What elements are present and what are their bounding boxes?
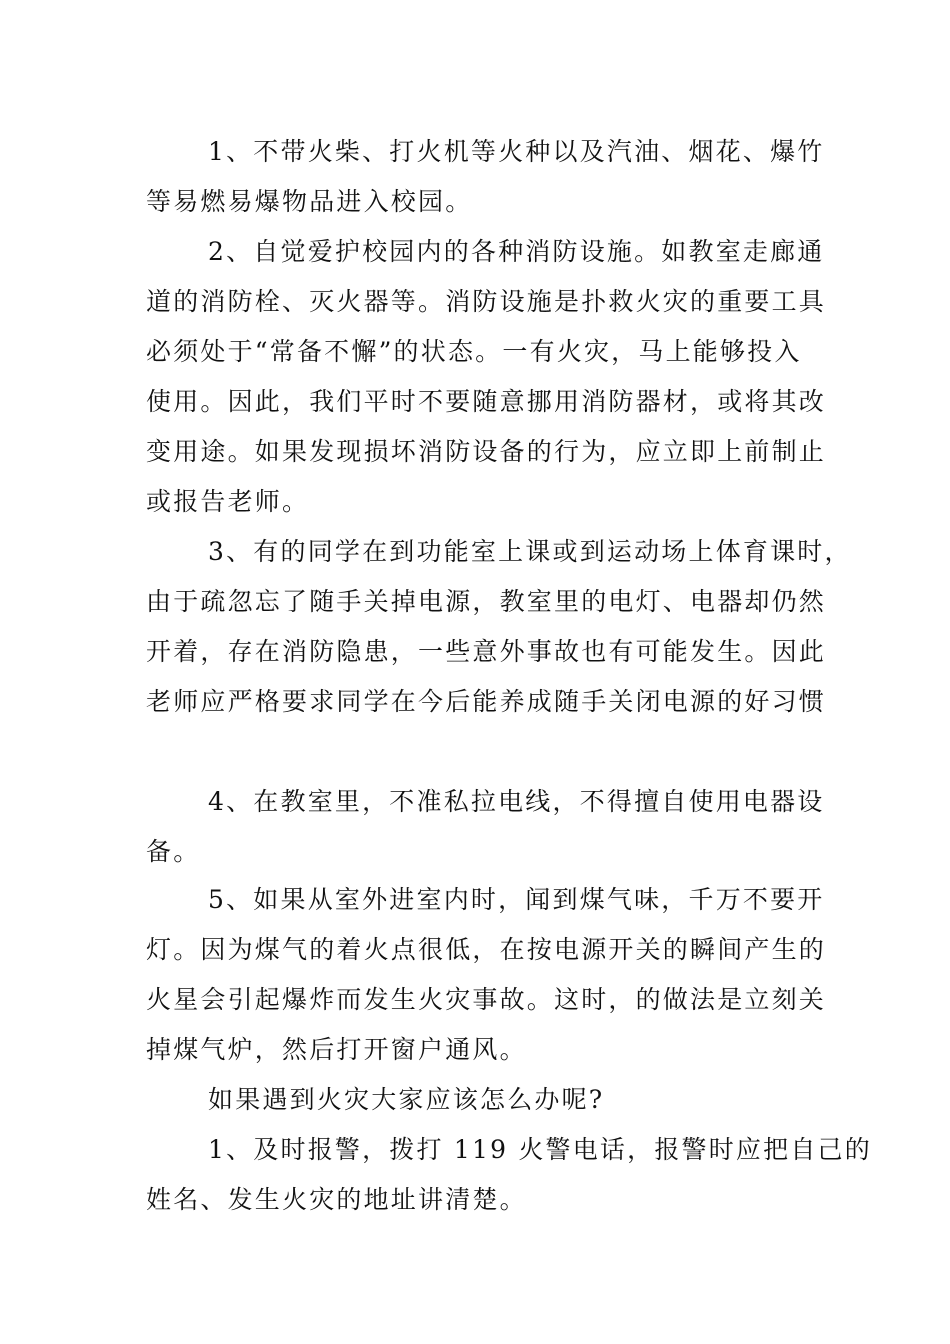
paragraph-line: 备。 (146, 837, 201, 866)
paragraph-line: 开着，存在消防隐患，一些意外事故也有可能发生。因此 (146, 637, 827, 666)
paragraph-line: 使用。因此，我们平时不要随意挪用消防器材，或将其改 (146, 387, 827, 416)
section-question: 如果遇到火灾大家应该怎么办呢? (208, 1085, 605, 1114)
paragraph-line: 5、如果从室外进室内时，闻到煤气味，千万不要开 (208, 885, 825, 914)
paragraph-line: 3、有的同学在到功能室上课或到运动场上体育课时， (208, 537, 852, 566)
paragraph-line: 或报告老师。 (146, 487, 310, 516)
paragraph-line: 火星会引起爆炸而发生火灾事故。这时，的做法是立刻关 (146, 985, 827, 1014)
paragraph-line: 1、不带火柴、打火机等火种以及汽油、烟花、爆竹 (208, 137, 825, 166)
paragraph-line: 老师应严格要求同学在今后能养成随手关闭电源的好习惯 (146, 687, 827, 716)
paragraph-line: 等易燃易爆物品进入校园。 (146, 187, 473, 216)
paragraph-line: 必须处于“常备不懈”的状态。一有火灾，马上能够投入 (146, 337, 802, 366)
paragraph-line: 灯。因为煤气的着火点很低，在按电源开关的瞬间产生的 (146, 935, 827, 964)
paragraph-line: 变用途。如果发现损坏消防设备的行为，应立即上前制止 (146, 437, 827, 466)
paragraph-line: 掉煤气炉，然后打开窗户通风。 (146, 1035, 527, 1064)
paragraph-line: 姓名、发生火灾的地址讲清楚。 (146, 1185, 527, 1214)
paragraph-line: 2、自觉爱护校园内的各种消防设施。如教室走廊通 (208, 237, 825, 266)
paragraph-line: 道的消防栓、灭火器等。消防设施是扑救火灾的重要工具 (146, 287, 827, 316)
paragraph-line: 由于疏忽忘了随手关掉电源，教室里的电灯、电器却仍然 (146, 587, 827, 616)
paragraph-line: 1、及时报警，拨打 119 火警电话，报警时应把自己的 (208, 1135, 872, 1164)
paragraph-line: 4、在教室里，不准私拉电线，不得擅自使用电器设 (208, 787, 825, 816)
